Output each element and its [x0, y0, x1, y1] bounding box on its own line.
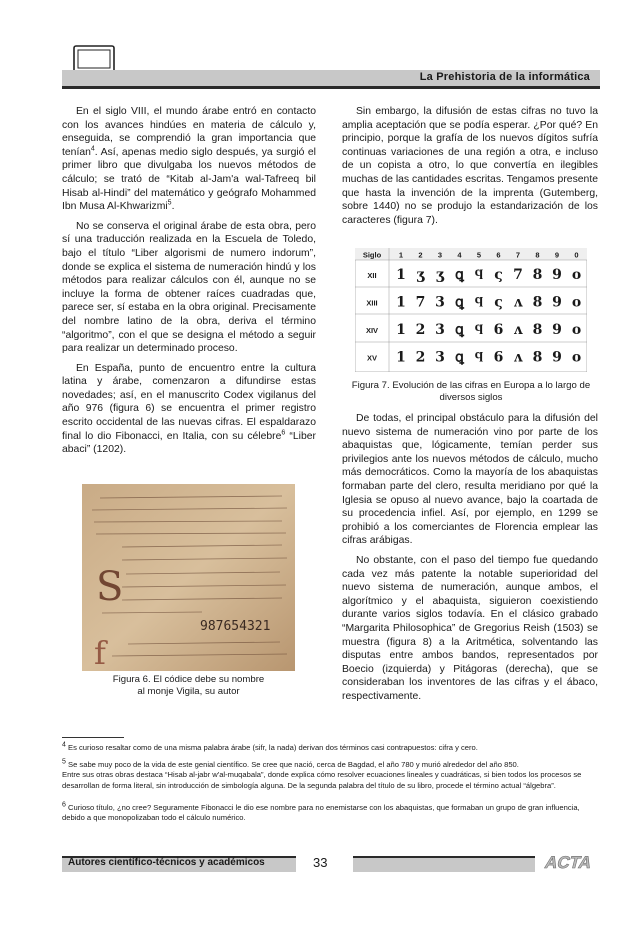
figure-7-caption: Figura 7. Evolución de las cifras en Europa a lo largo de diversos siglos — [351, 380, 591, 403]
table-numeral-glyph: ϥ — [474, 322, 484, 338]
table-header-digit: 5 — [476, 250, 482, 260]
table-numeral-glyph: 9 — [552, 294, 562, 311]
table-numeral-glyph: 6 — [493, 349, 504, 366]
table-header-digit: 6 — [496, 250, 501, 260]
svg-text:f: f — [94, 634, 106, 671]
table-numeral-glyph: ʌ — [513, 322, 523, 338]
left-paragraph-2: No se conserva el original árabe de esta obra, pero sí una traducción realizada en la Escuela de Toledo, bajo el título “Liber algorismi de numero indorum”, donde se explica el sistema de numeración hindú y los métodos para realizar cálculos con él, aunque no se incluye la forma de obtener raíces cuadradas que, parece ser, sí estaba en la obra original. Precisamente del nombre latino de la obra, deriva el término “algoritmo”, con el que se designa el método a seguir para realizar un determinado proceso. — [62, 220, 316, 355]
table-row-century: XV — [366, 353, 378, 363]
table-numeral-glyph: ϥ — [474, 294, 484, 311]
table-numeral-glyph: 2 — [415, 322, 426, 338]
footnote-ref-6: 6 — [281, 429, 286, 437]
table-header-digit: 3 — [437, 250, 443, 260]
codex-vigilanus-image — [82, 484, 295, 671]
table-header-digit: 8 — [535, 250, 540, 260]
table-header-digit: 9 — [554, 250, 560, 260]
footnote-ref-4: 4 — [90, 145, 95, 153]
left-paragraph-3: En España, punto de encuentro entre la cultura latina y árabe, comenzaron a difundirse estas novedades; así, en el manuscrito Codex vigilanus del año 976 (figura 6) se encuentra el primer registro escrito occidental de las nuevas cifras. El espaldarazo final lo dio Fibonacci, en Italia, con su célebre$^6$ “Liber abaci” (1202). — [62, 362, 316, 456]
table-numeral-glyph: 3 — [435, 349, 445, 366]
table-row-century: XIV — [365, 326, 379, 335]
table-numeral-glyph: 1 — [396, 322, 406, 338]
table-numeral-glyph: ʌ — [513, 349, 523, 366]
right-column-bottom — [342, 412, 598, 709]
footnote-6: $^6$ Curioso título, ¿no cree? Seguramente Fibonacci le dio ese nombre para no enemistarse con los abaquistas, que formaban un grupo de gran influencia, debido a que monopolizaban todo el cálculo numérico. — [62, 801, 580, 823]
footnote-ref-5: 5 — [167, 199, 172, 207]
table-row-century: XIII — [366, 298, 378, 308]
table-numeral-glyph: o — [571, 322, 582, 338]
right-paragraph-1: Sin embargo, la difusión de estas cifras no tuvo la amplia aceptación que se podía esperar. ¿Por qué? En principio, porque la grafía de los nuevos dígitos sufría continuas variaciones de una región a otra, e incluso de un copista a otro, lo que convertía en ilegibles muchas de las cantidades escritas. Tengamos presente que hasta la invención de la imprenta (Gutemberg, sobre 1440) no se produjo la estandarización de los caracteres (figura 7). — [342, 106, 598, 226]
table-numeral-glyph: o — [571, 267, 582, 283]
table-numeral-glyph: 1 — [396, 267, 406, 283]
figure-6-caption: Figura 6. El códice debe su nombre al monje Vigila, su autor — [112, 674, 265, 697]
page-number: 33 — [313, 855, 328, 870]
table-numeral-glyph: ς — [494, 267, 503, 283]
table-numeral-glyph: 7 — [415, 294, 426, 311]
table-numeral-glyph: ꝗ — [455, 349, 464, 366]
table-numeral-glyph: 3 — [435, 322, 445, 338]
table-numeral-glyph: o — [571, 294, 582, 311]
footer-bar-right — [353, 856, 535, 872]
table-numeral-glyph: ϥ — [474, 349, 484, 366]
table-numeral-glyph: 6 — [493, 322, 504, 338]
footnote-4: $^4$ Es curioso resaltar como de una misma palabra árabe (sifr, la nada) derivan dos términos casi contrapuestos: cifra y cero. — [62, 741, 478, 752]
table-numeral-glyph: ꝗ — [455, 294, 464, 311]
table-numeral-glyph: 3 — [435, 294, 445, 311]
table-header-digit: 4 — [457, 250, 462, 260]
table-numeral-glyph: ꝗ — [455, 322, 464, 338]
table-numeral-glyph: ʒ — [436, 267, 444, 283]
table-header-digit: 0 — [574, 250, 579, 260]
table-numeral-glyph: 1 — [396, 349, 406, 366]
svg-text:ACTA: ACTA — [543, 852, 594, 872]
table-header-digit: 1 — [398, 250, 404, 260]
left-column — [62, 105, 316, 463]
table-numeral-glyph: 8 — [532, 322, 543, 338]
table-numeral-glyph: 8 — [532, 349, 543, 366]
table-numeral-glyph: 9 — [552, 267, 562, 283]
table-row-century: XII — [367, 271, 377, 280]
right-paragraph-3: No obstante, con el paso del tiempo fue quedando cada vez más patente la notable superioridad del nuevo sistema de numeración, aunque ambos, el algorítmico y el abaquista, siguieron coexistiendo durante varios siglos todavía. En el clásico grabado “Margarita Philosophica” de Gregorius Reish (1503) se muestra (figura 8) a la Aritmética, solventando las disputas entre ambos bandos, representados por Boecio (izquierda) y Pitágoras (derecha), que se consideraban los inventores de las cifras y el ábaco, respectivamente. — [342, 554, 598, 702]
right-paragraph-2: De todas, el principal obstáculo para la difusión del nuevo sistema de numeración vino por parte de los abaquistas que, lógicamente, temían perder sus privilegios ante los nuevos métodos de cálculo, mucho más democráticos. Como la mayoría de los abaquistas formaban parte del clero, resulta meridiano por qué la Iglesia se opuso al nuevo avance, bajo la coartada de su procedencia infiel. Así, por ejemplo, en 1299 se prohibió a los comerciantes de Florencia emplear las cifras arábigas. — [342, 413, 598, 547]
numerals-evolution-table — [355, 248, 587, 372]
footnote-divider — [62, 737, 124, 738]
right-column-top — [342, 105, 598, 233]
table-header-digit: 2 — [418, 250, 423, 260]
table-numeral-glyph: o — [571, 349, 582, 366]
table-numeral-glyph: 2 — [415, 349, 426, 366]
table-numeral-glyph: 7 — [513, 267, 523, 283]
left-paragraph-1: En el siglo VIII, el mundo árabe entró en contacto con los avances hindúes en materia de cálculo y, enseguida, se comprendió la gran importancia que tenían$^4$. Así, apenas medio siglo después, ya surgió el primer libro que divulgaba los nuevos métodos de cálculo; se trató de “Kitab al-Jam'a wal-Tafreeq bil Hisab al-Hindi” del matemático y geógrafo Mohammed Ibn Musa Al-Khwarizmi$^5$. — [62, 106, 316, 213]
table-numeral-glyph: 8 — [532, 267, 543, 283]
footer-publisher-text: Autores científico-técnicos y académicos — [68, 857, 265, 868]
table-numeral-glyph: 1 — [396, 294, 406, 311]
table-header-digit: 7 — [515, 250, 521, 260]
acta-logo-icon — [540, 852, 600, 872]
table-numeral-glyph: ʌ — [513, 294, 523, 311]
table-numeral-glyph: ʒ — [416, 267, 425, 283]
table-numeral-glyph: ϥ — [474, 267, 484, 283]
svg-text:S: S — [96, 564, 124, 610]
footnote-5: $^5$ Se sabe muy poco de la vida de este genial científico. Se cree que nació, cerca de Bagdad, el año 780 y murió alrededor del año 850. Entre sus otras obras destaca “Hisab al-jabr w'al-muqabala”, donde explica cómo resolver ecuaciones lineales y cuadráticas, si bien todos los procesos se desarrollan de forma literal, sin introducción de simbología alguna. De la segunda palabra del título de su libro, procede el término actual “álgebra”. — [62, 758, 582, 790]
table-numeral-glyph: ς — [494, 294, 503, 311]
header-title: La Prehistoria de la informática — [419, 71, 590, 83]
table-header-label: Siglo — [362, 250, 382, 260]
table-numeral-glyph: 8 — [532, 294, 543, 311]
manuscript-numerals: 987654321 — [200, 619, 271, 634]
table-numeral-glyph: 9 — [552, 322, 562, 338]
table-numeral-glyph: 9 — [552, 349, 562, 366]
table-numeral-glyph: ꝗ — [455, 267, 464, 283]
